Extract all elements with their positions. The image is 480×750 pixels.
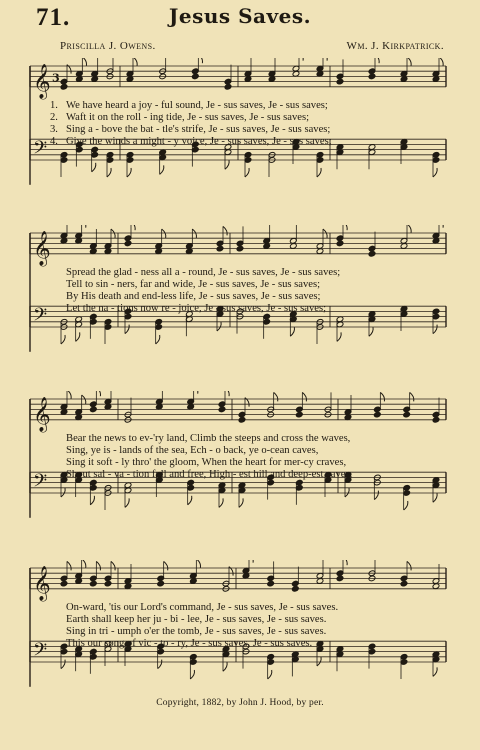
lyric-line: [50, 100, 446, 112]
verse-number: 1.: [50, 100, 58, 111]
music-system: [0, 391, 480, 531]
verse-number: 4.: [50, 136, 58, 147]
lyric-text: Waft it on the roll - ing tide, Je - sus saves, Je - sus saves;: [66, 112, 310, 123]
lyric-text: Sing in tri - umph o'er the tomb, Je - sus saves, Je - sus saves.: [66, 626, 327, 637]
verse-number: 3.: [50, 124, 58, 135]
lyric-line: [50, 433, 446, 445]
lyric-text: Earth shall keep her ju - bi - lee, Je - sus saves, Je - sus saves.: [66, 614, 327, 625]
bass-clef-icon: 𝄢: [33, 470, 48, 496]
music-system: [0, 58, 480, 198]
lyric-text: We have heard a joy - ful sound, Je - sus saves, Je - sus saves;: [66, 100, 328, 111]
treble-clef-icon: 𝄞: [33, 565, 51, 601]
lyric-line: [50, 291, 446, 303]
lyric-line: [50, 602, 446, 614]
lyric-text: Shout sal - va - tion full and free, High - est hill and deep-est caves,: [66, 469, 353, 480]
lyricist-credit: Priscilla J. Owens.: [60, 40, 156, 52]
hymn-number: 71.: [36, 4, 71, 31]
lyric-line: [50, 124, 446, 136]
lyric-text: Tell to sin - ners, far and wide, Je - sus saves, Je - sus saves;: [66, 279, 321, 290]
lyric-line: [50, 445, 446, 457]
lyric-text: Give the winds a might - y voice, Je - sus saves, Je - sus saves;: [66, 136, 332, 147]
lyric-text: Sing a - bove the bat - tle's strife, Je - sus saves, Je - sus saves;: [66, 124, 331, 135]
lyric-line: [50, 112, 446, 124]
bass-clef-icon: 𝄢: [33, 304, 48, 330]
composer-credit: Wm. J. Kirkpatrick.: [346, 40, 444, 52]
lyric-line: [50, 267, 446, 279]
lyric-line: [50, 279, 446, 291]
treble-clef-icon: 𝄞: [33, 396, 51, 432]
lyric-text: Bear the news to ev-'ry land, Climb the steeps and cross the waves,: [66, 433, 351, 444]
music-system: [0, 225, 480, 365]
hymn-title: Jesus Saves.: [168, 4, 312, 28]
lyric-text: Let the na - tions now re - joice, Je - sus saves, Je - sus saves;: [66, 303, 327, 314]
lyric-text: On-ward, 'tis our Lord's command, Je - sus saves, Je - sus saves.: [66, 602, 339, 613]
lyric-line: [50, 303, 446, 315]
lyric-text: Spread the glad - ness all a - round, Je - sus saves, Je - sus saves;: [66, 267, 341, 278]
verse-number: 2.: [50, 112, 58, 123]
lyric-line: [50, 626, 446, 638]
lyric-text: By His death and end-less life, Je - sus saves, Je - sus saves;: [66, 291, 321, 302]
time-signature-top: 3: [52, 71, 60, 85]
treble-clef-icon: 𝄞: [33, 63, 51, 99]
copyright-notice: Copyright, 1882, by John J. Hood, by per.: [156, 698, 324, 708]
bass-clef-icon: 𝄢: [33, 137, 48, 163]
lyric-line: [50, 638, 446, 650]
lyric-text: This our song of vic - to - ry, Je - sus saves, Je - sus saves.: [66, 638, 313, 649]
music-system: [0, 560, 480, 700]
lyric-line: [50, 614, 446, 626]
lyric-text: Sing, ye is - lands of the sea, Ech - o back, ye o-cean caves,: [66, 445, 319, 456]
lyric-text: Sing it soft - ly thro' the gloom, When the heart for mer-cy craves,: [66, 457, 347, 468]
lyric-line: [50, 136, 446, 148]
bass-clef-icon: 𝄢: [33, 639, 48, 665]
lyric-line: [50, 457, 446, 469]
treble-clef-icon: 𝄞: [33, 230, 51, 266]
lyric-line: [50, 469, 446, 481]
